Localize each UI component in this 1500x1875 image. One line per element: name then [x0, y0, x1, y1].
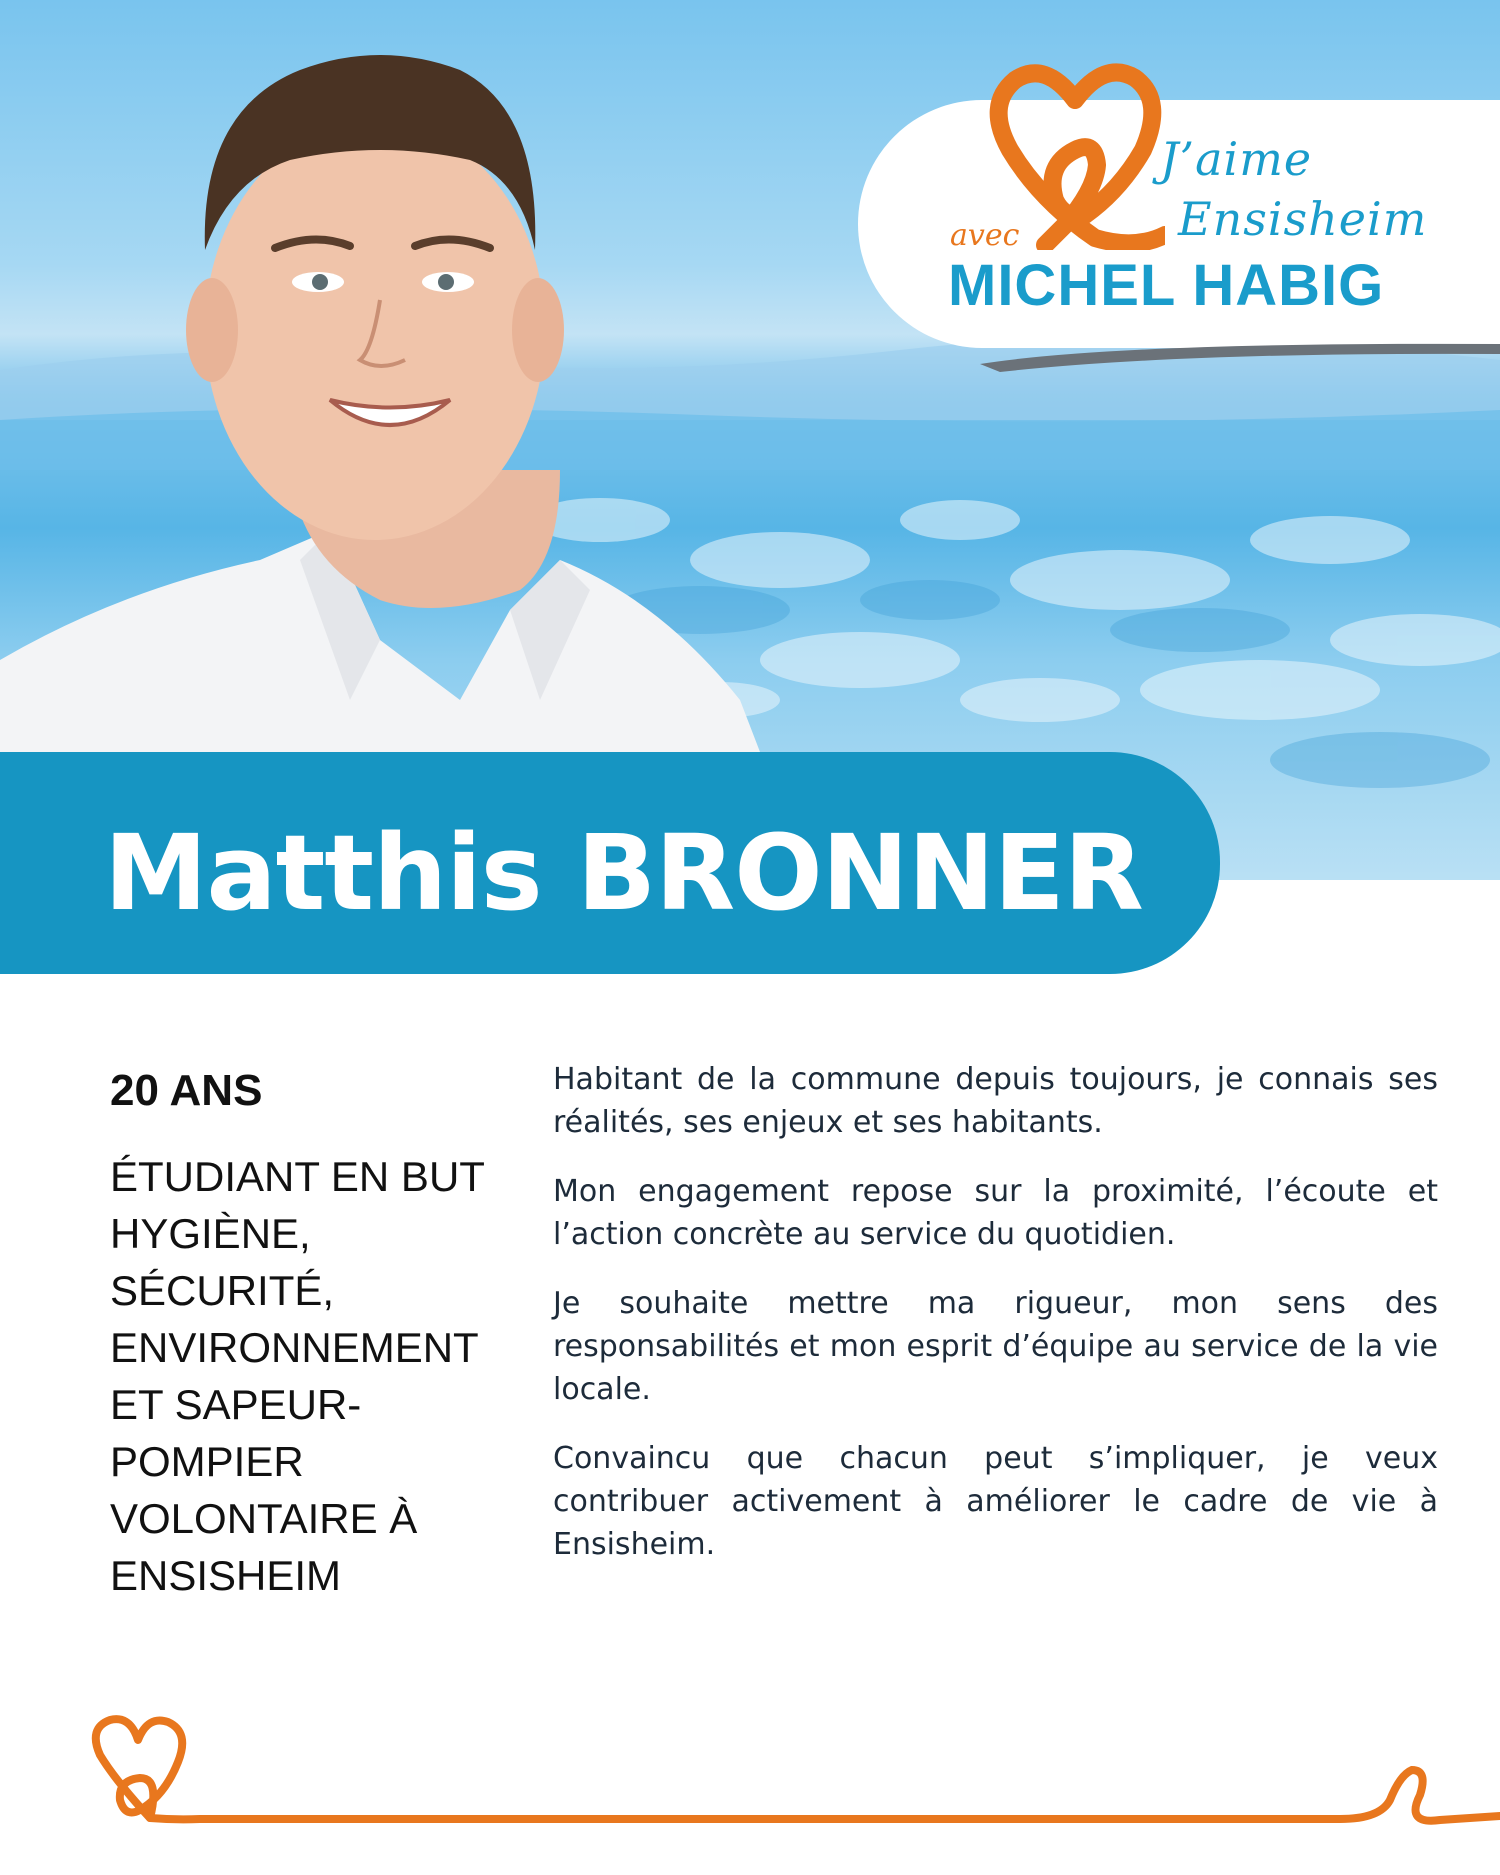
logo-avec: avec: [950, 218, 1020, 253]
heart-ribbon-icon: [96, 1719, 182, 1818]
logo-tagline-line2: Ensisheim: [1178, 192, 1428, 246]
candidate-name: Matthis BRONNER: [104, 812, 1143, 934]
bio-paragraph: Mon engagement repose sur la proximité, l’écoute et l’action concrète au service du quotidien.: [553, 1174, 1438, 1252]
bio-paragraph: Je souhaite mettre ma rigueur, mon sens des responsabilités et mon esprit d’équipe au service de la vie locale.: [553, 1286, 1438, 1407]
bio-paragraph: Habitant de la commune depuis toujours, je connais ses réalités, ses enjeux et ses habitants.: [553, 1062, 1438, 1140]
candidate-bio: [553, 1058, 1438, 1592]
candidate-profession: ÉTUDIANT EN BUT HYGIÈNE, SÉCURITÉ, ENVIRONNEMENT ET SAPEUR-POMPIER VOLONTAIRE À ENSISHEIM: [110, 1153, 485, 1599]
logo-card-shadow: [980, 342, 1500, 372]
footer-ribbon: [0, 1700, 1500, 1850]
logo-tagline-line1: J’aime: [1160, 132, 1313, 186]
candidate-age: 20 ANS: [110, 1066, 263, 1115]
bio-paragraph: Convaincu que chacun peut s’impliquer, je veux contribuer activement à améliorer le cadre de vie à Ensisheim.: [553, 1441, 1438, 1562]
logo-leader-name: MICHEL HABIG: [948, 253, 1385, 318]
